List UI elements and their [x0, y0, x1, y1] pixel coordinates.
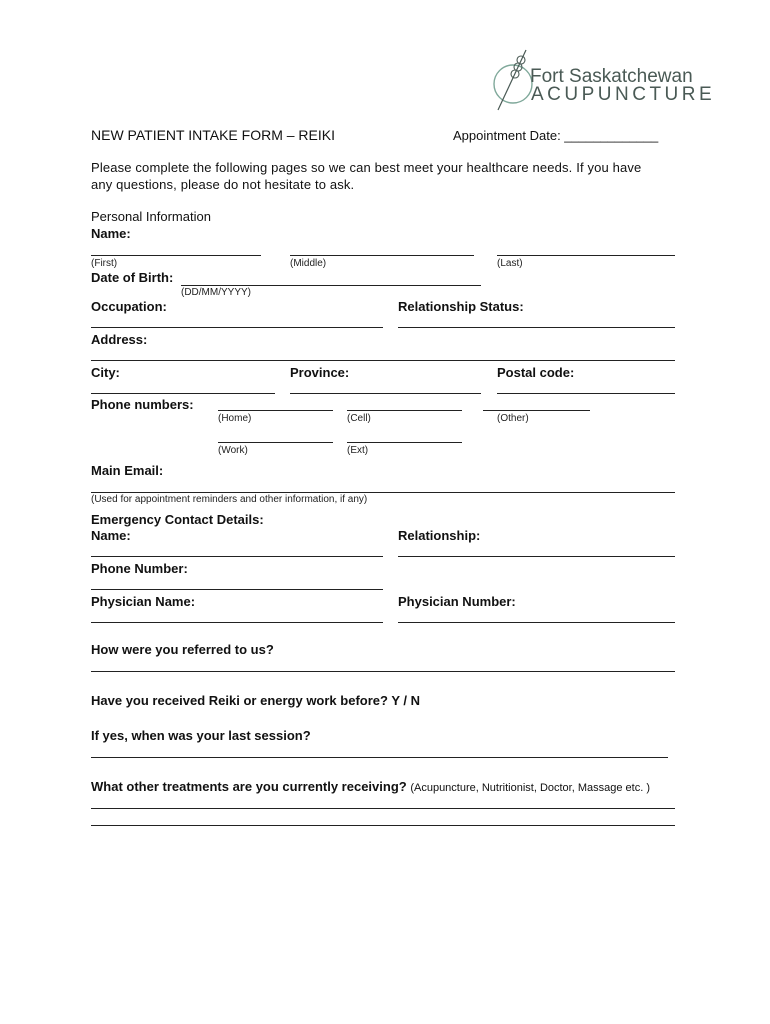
- middle-hint: (Middle): [290, 258, 327, 269]
- address-field[interactable]: [91, 360, 675, 361]
- dob-field[interactable]: [181, 285, 481, 286]
- other-treatments-field-2[interactable]: [91, 825, 675, 826]
- intro-line-2: any questions, please do not hesitate to ask.: [91, 177, 355, 192]
- first-hint: (First): [91, 258, 118, 269]
- other-hint: (Other): [497, 413, 529, 424]
- main-email-field[interactable]: [91, 492, 675, 493]
- middle-name-field[interactable]: [290, 255, 474, 256]
- phone-numbers-label: Phone numbers:: [91, 397, 194, 412]
- referred-question: How were you referred to us?: [91, 642, 274, 657]
- last-session-field[interactable]: [91, 757, 668, 758]
- emergency-name-label: Name:: [91, 528, 131, 543]
- cell-phone-field[interactable]: [347, 410, 462, 411]
- ext-hint: (Ext): [347, 445, 369, 456]
- postal-code-field[interactable]: [497, 393, 675, 394]
- physician-name-field[interactable]: [91, 622, 383, 623]
- home-phone-field[interactable]: [218, 410, 333, 411]
- city-field[interactable]: [91, 393, 275, 394]
- dob-hint: (DD/MM/YYYY): [181, 287, 251, 298]
- emergency-phone-label: Phone Number:: [91, 561, 188, 576]
- main-email-label: Main Email:: [91, 463, 164, 478]
- last-session-question: If yes, when was your last session?: [91, 728, 311, 743]
- other-phone-field[interactable]: [483, 410, 590, 411]
- reiki-before-question: Have you received Reiki or energy work before? Y / N: [91, 693, 420, 708]
- personal-info-heading: Personal Information: [91, 209, 211, 224]
- work-hint: (Work): [218, 445, 248, 456]
- work-phone-field[interactable]: [218, 442, 333, 443]
- physician-name-label: Physician Name:: [91, 594, 196, 609]
- last-name-field[interactable]: [497, 255, 675, 256]
- first-name-field[interactable]: [91, 255, 261, 256]
- appointment-date-label[interactable]: Appointment Date: _____________: [453, 128, 659, 143]
- occupation-label: Occupation:: [91, 299, 167, 314]
- relationship-status-field[interactable]: [398, 327, 675, 328]
- cell-hint: (Cell): [347, 413, 371, 424]
- ext-field[interactable]: [347, 442, 462, 443]
- logo-line-1: Fort Saskatchewan: [530, 66, 693, 87]
- email-hint: (Used for appointment reminders and other information, if any): [91, 494, 368, 505]
- last-hint: (Last): [497, 258, 523, 269]
- other-treatments-question-row: [91, 779, 650, 794]
- physician-number-label: Physician Number:: [398, 594, 516, 609]
- referred-answer-field[interactable]: [91, 671, 675, 672]
- province-field[interactable]: [290, 393, 481, 394]
- form-title: NEW PATIENT INTAKE FORM – REIKI: [91, 127, 335, 143]
- physician-number-field[interactable]: [398, 622, 675, 623]
- address-label: Address:: [91, 332, 148, 347]
- home-hint: (Home): [218, 413, 252, 424]
- intro-line-1: Please complete the following pages so we can best meet your healthcare needs. If you have: [91, 160, 642, 175]
- emergency-relationship-label: Relationship:: [398, 528, 481, 543]
- province-label: Province:: [290, 365, 350, 380]
- emergency-contact-heading: Emergency Contact Details:: [91, 512, 264, 527]
- occupation-field[interactable]: [91, 327, 383, 328]
- logo-line-2: ACUPUNCTURE: [531, 84, 716, 105]
- emergency-phone-field[interactable]: [91, 589, 383, 590]
- other-treatments-hint: (Acupuncture, Nutritionist, Doctor, Massage etc. ): [410, 782, 650, 794]
- postal-code-label: Postal code:: [497, 365, 575, 380]
- relationship-status-label: Relationship Status:: [398, 299, 524, 314]
- emergency-name-field[interactable]: [91, 556, 383, 557]
- other-treatments-question: What other treatments are you currently receiving?: [91, 779, 407, 794]
- emergency-relationship-field[interactable]: [398, 556, 675, 557]
- name-label: Name:: [91, 226, 131, 241]
- dob-label: Date of Birth:: [91, 270, 174, 285]
- city-label: City:: [91, 365, 120, 380]
- other-treatments-field-1[interactable]: [91, 808, 675, 809]
